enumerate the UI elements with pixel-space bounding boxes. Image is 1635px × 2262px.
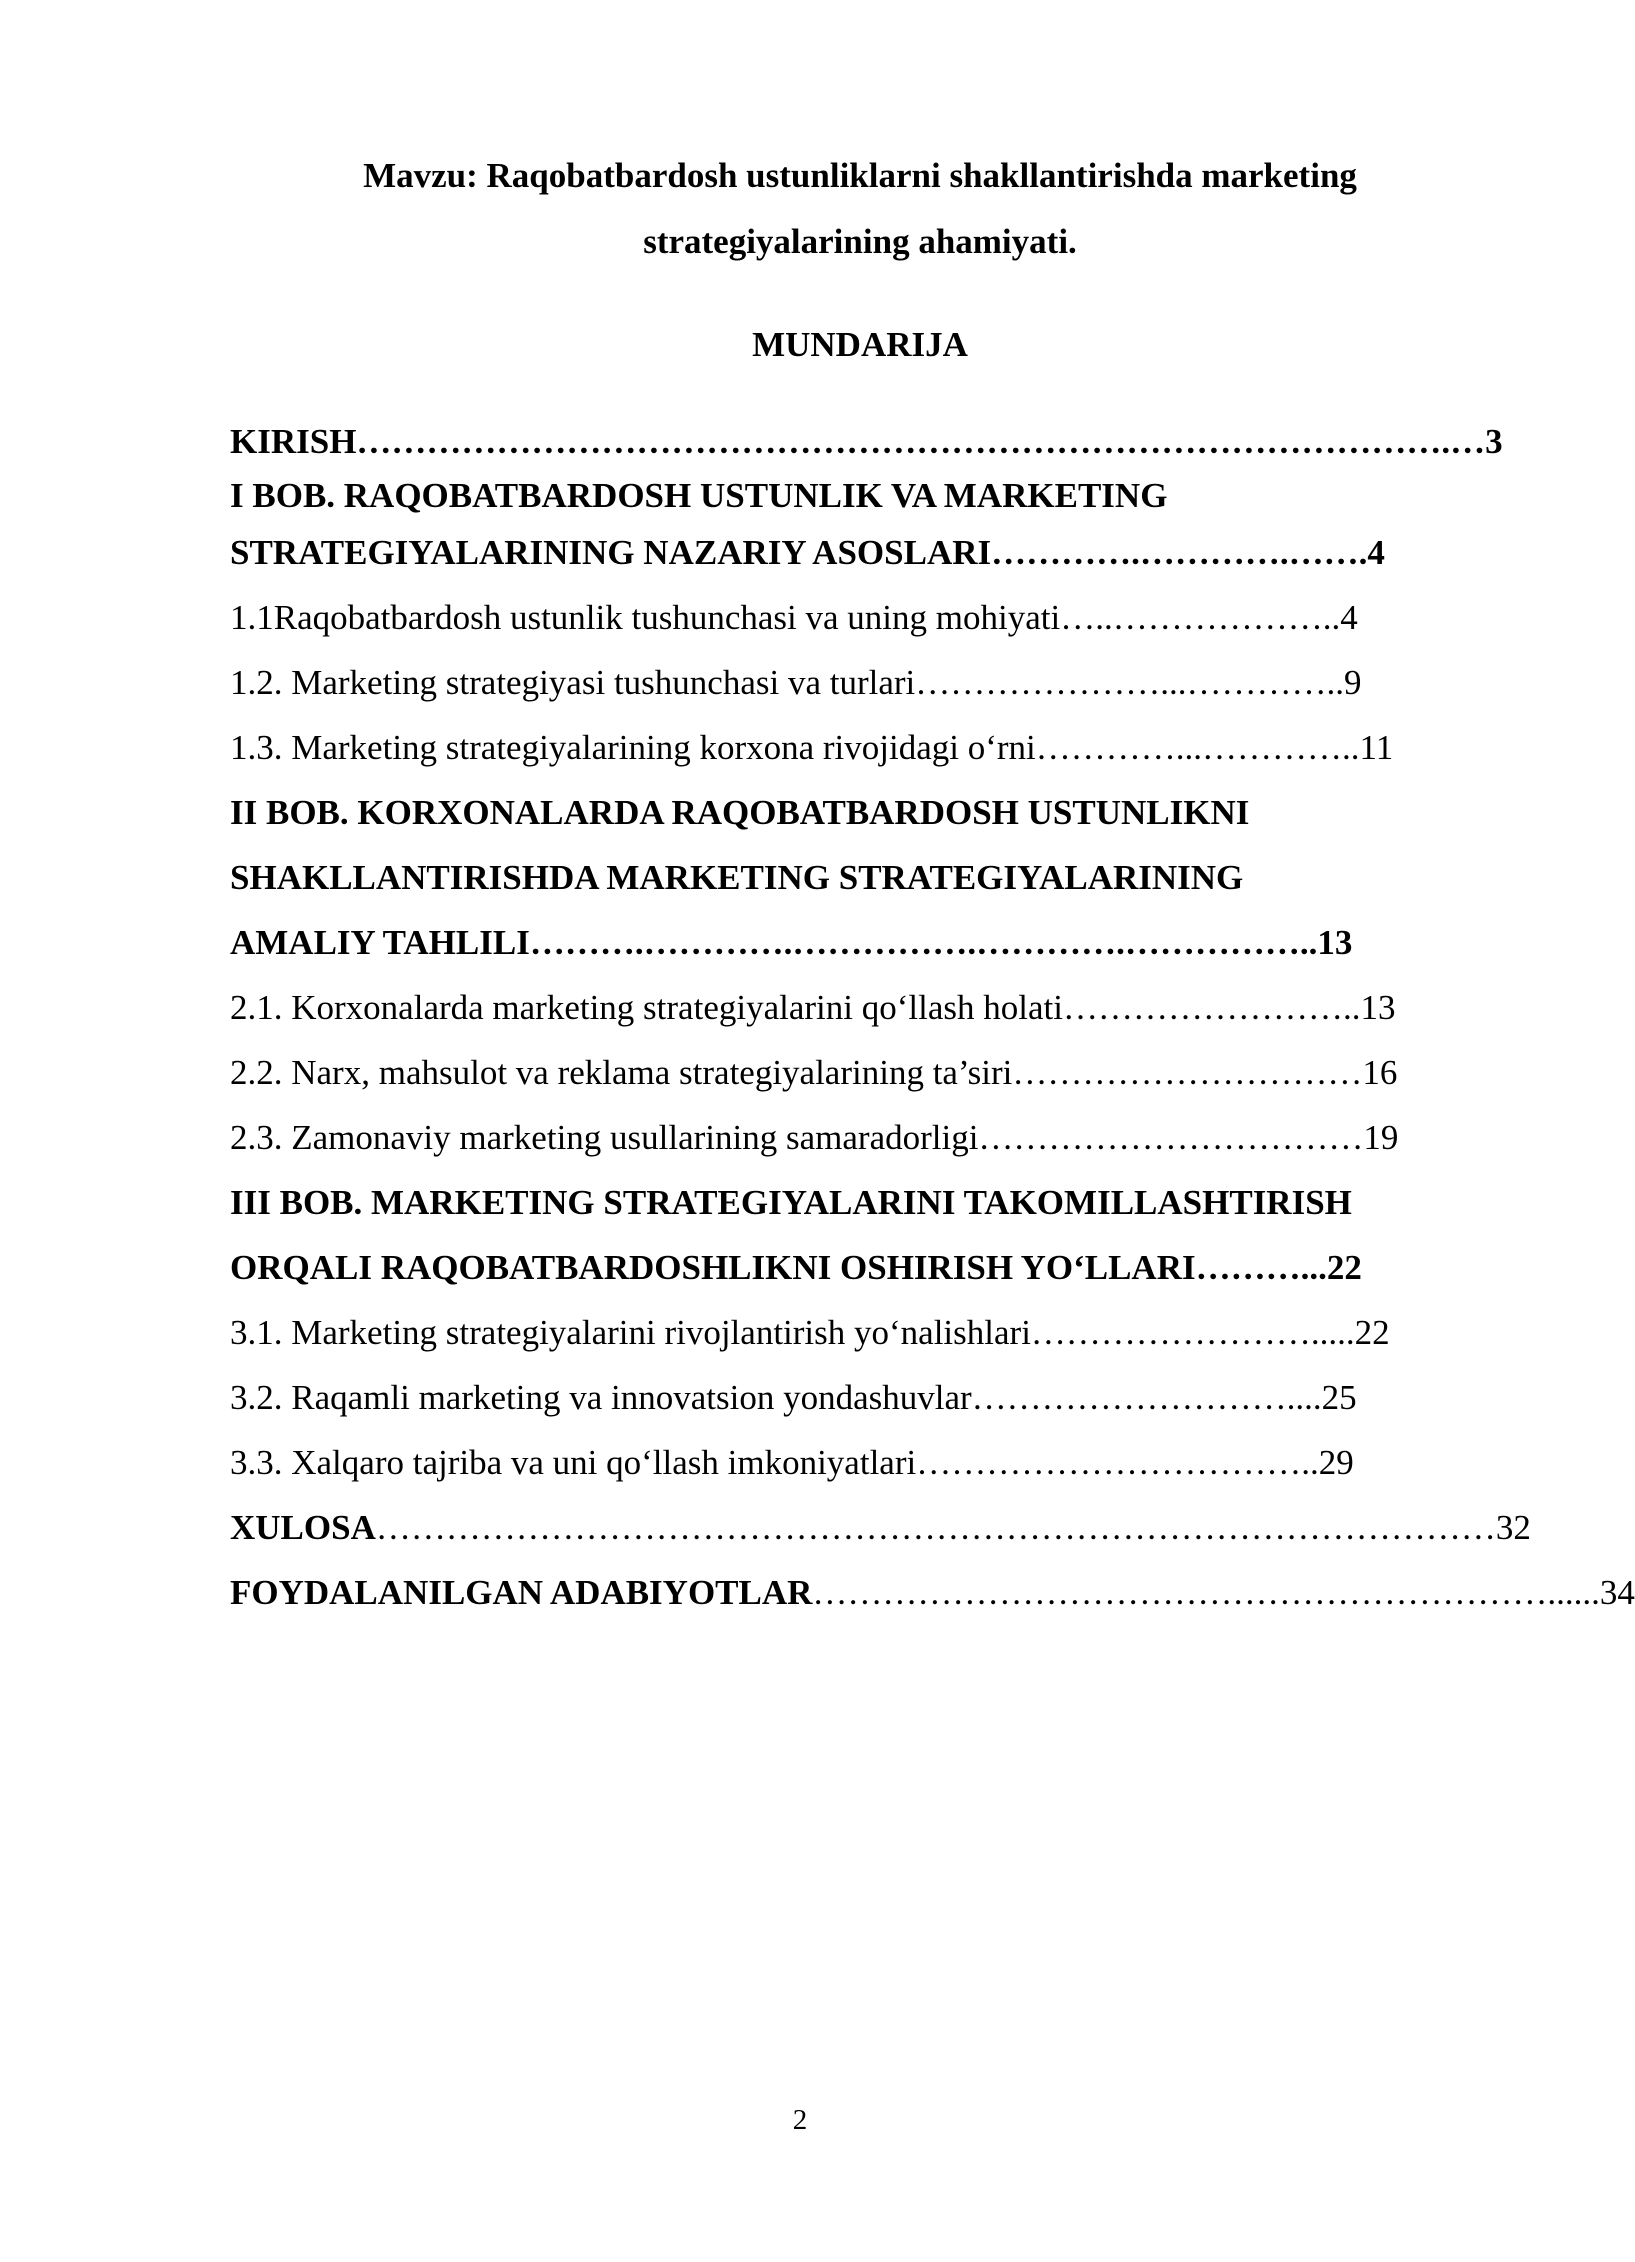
toc-entry-chapter-3-line-1: III BOB. MARKETING STRATEGIYALARINI TAKOMILLASHTIRISH (230, 1183, 1352, 1222)
toc-entry-references-leader: ………………………………………………………......34 (812, 1573, 1635, 1612)
toc-entry-xulosa-label: XULOSA (230, 1508, 376, 1547)
toc-entry-1-2: 1.2. Marketing strategiyasi tushunchasi va turlari…………………...…………..9 (230, 663, 1362, 702)
toc-entry-chapter-3-line-2: ORQALI RAQOBATBARDOSHLIKNI OSHIRISH YO‘LLARI………...22 (230, 1248, 1362, 1287)
toc-entry-3-3: 3.3. Xalqaro tajriba va uni qo‘llash imkoniyatlari……………………………..29 (230, 1443, 1354, 1482)
page-number: 2 (792, 2104, 808, 2136)
toc-entry-chapter-2-line-2: SHAKLLANTIRISHDA MARKETING STRATEGIYALARINING (230, 858, 1244, 897)
toc-entry-3-1: 3.1. Marketing strategiyalarini rivojlantirish yo‘nalishlari…………………….....22 (230, 1313, 1390, 1352)
toc-entry-references-label: FOYDALANILGAN ADABIYOTLAR (230, 1573, 813, 1612)
toc-entry-2-1: 2.1. Korxonalarda marketing strategiyalarini qo‘llash holati……………………..13 (230, 988, 1396, 1027)
title-line-2: strategiyalarining ahamiyati. (643, 222, 1077, 261)
toc-entry-1-1: 1.1Raqobatbardosh ustunlik tushunchasi va uning mohiyati…..………………..4 (230, 598, 1358, 637)
toc-entry-xulosa-leader: ……………………………………………………………………………………32 (375, 1508, 1531, 1547)
toc-entry-references (230, 1560, 1635, 1625)
toc-entry-2-3: 2.3. Zamonaviy marketing usullarining samaradorligi……………………………19 (230, 1118, 1399, 1157)
toc-entry-chapter-2-line-1: II BOB. KORXONALARDA RAQOBATBARDOSH USTUNLIKNI (230, 793, 1250, 832)
toc-entry-xulosa (230, 1495, 1531, 1560)
toc-entry-chapter-2-line-3: AMALIY TAHLILI……….………….…………….………….……………..13 (230, 923, 1353, 962)
toc-entry-kirish: KIRISH………………………………………………………………………………….…3 (230, 422, 1503, 461)
toc-entry-chapter-1-line-1: I BOB. RAQOBATBARDOSH USTUNLIK VA MARKETING (230, 476, 1168, 515)
toc-entry-chapter-1-line-2: STRATEGIYALARINING NAZARIY ASOSLARI………….………….…….4 (230, 533, 1385, 572)
toc-heading: MUNDARIJA (752, 325, 968, 364)
table-of-contents (230, 412, 1635, 1625)
toc-entry-1-3: 1.3. Marketing strategiyalarining korxona rivojidagi o‘rni…………...…………..11 (230, 728, 1394, 767)
title-line-1: Mavzu: Raqobatbardosh ustunliklarni shakllantirishda marketing (363, 156, 1357, 195)
toc-entry-2-2: 2.2. Narx, mahsulot va reklama strategiyalarining ta’siri…………………………16 (230, 1053, 1398, 1092)
document-title (230, 143, 1490, 275)
toc-entry-3-2: 3.2. Raqamli marketing va innovatsion yondashuvlar………………………....25 (230, 1378, 1357, 1417)
